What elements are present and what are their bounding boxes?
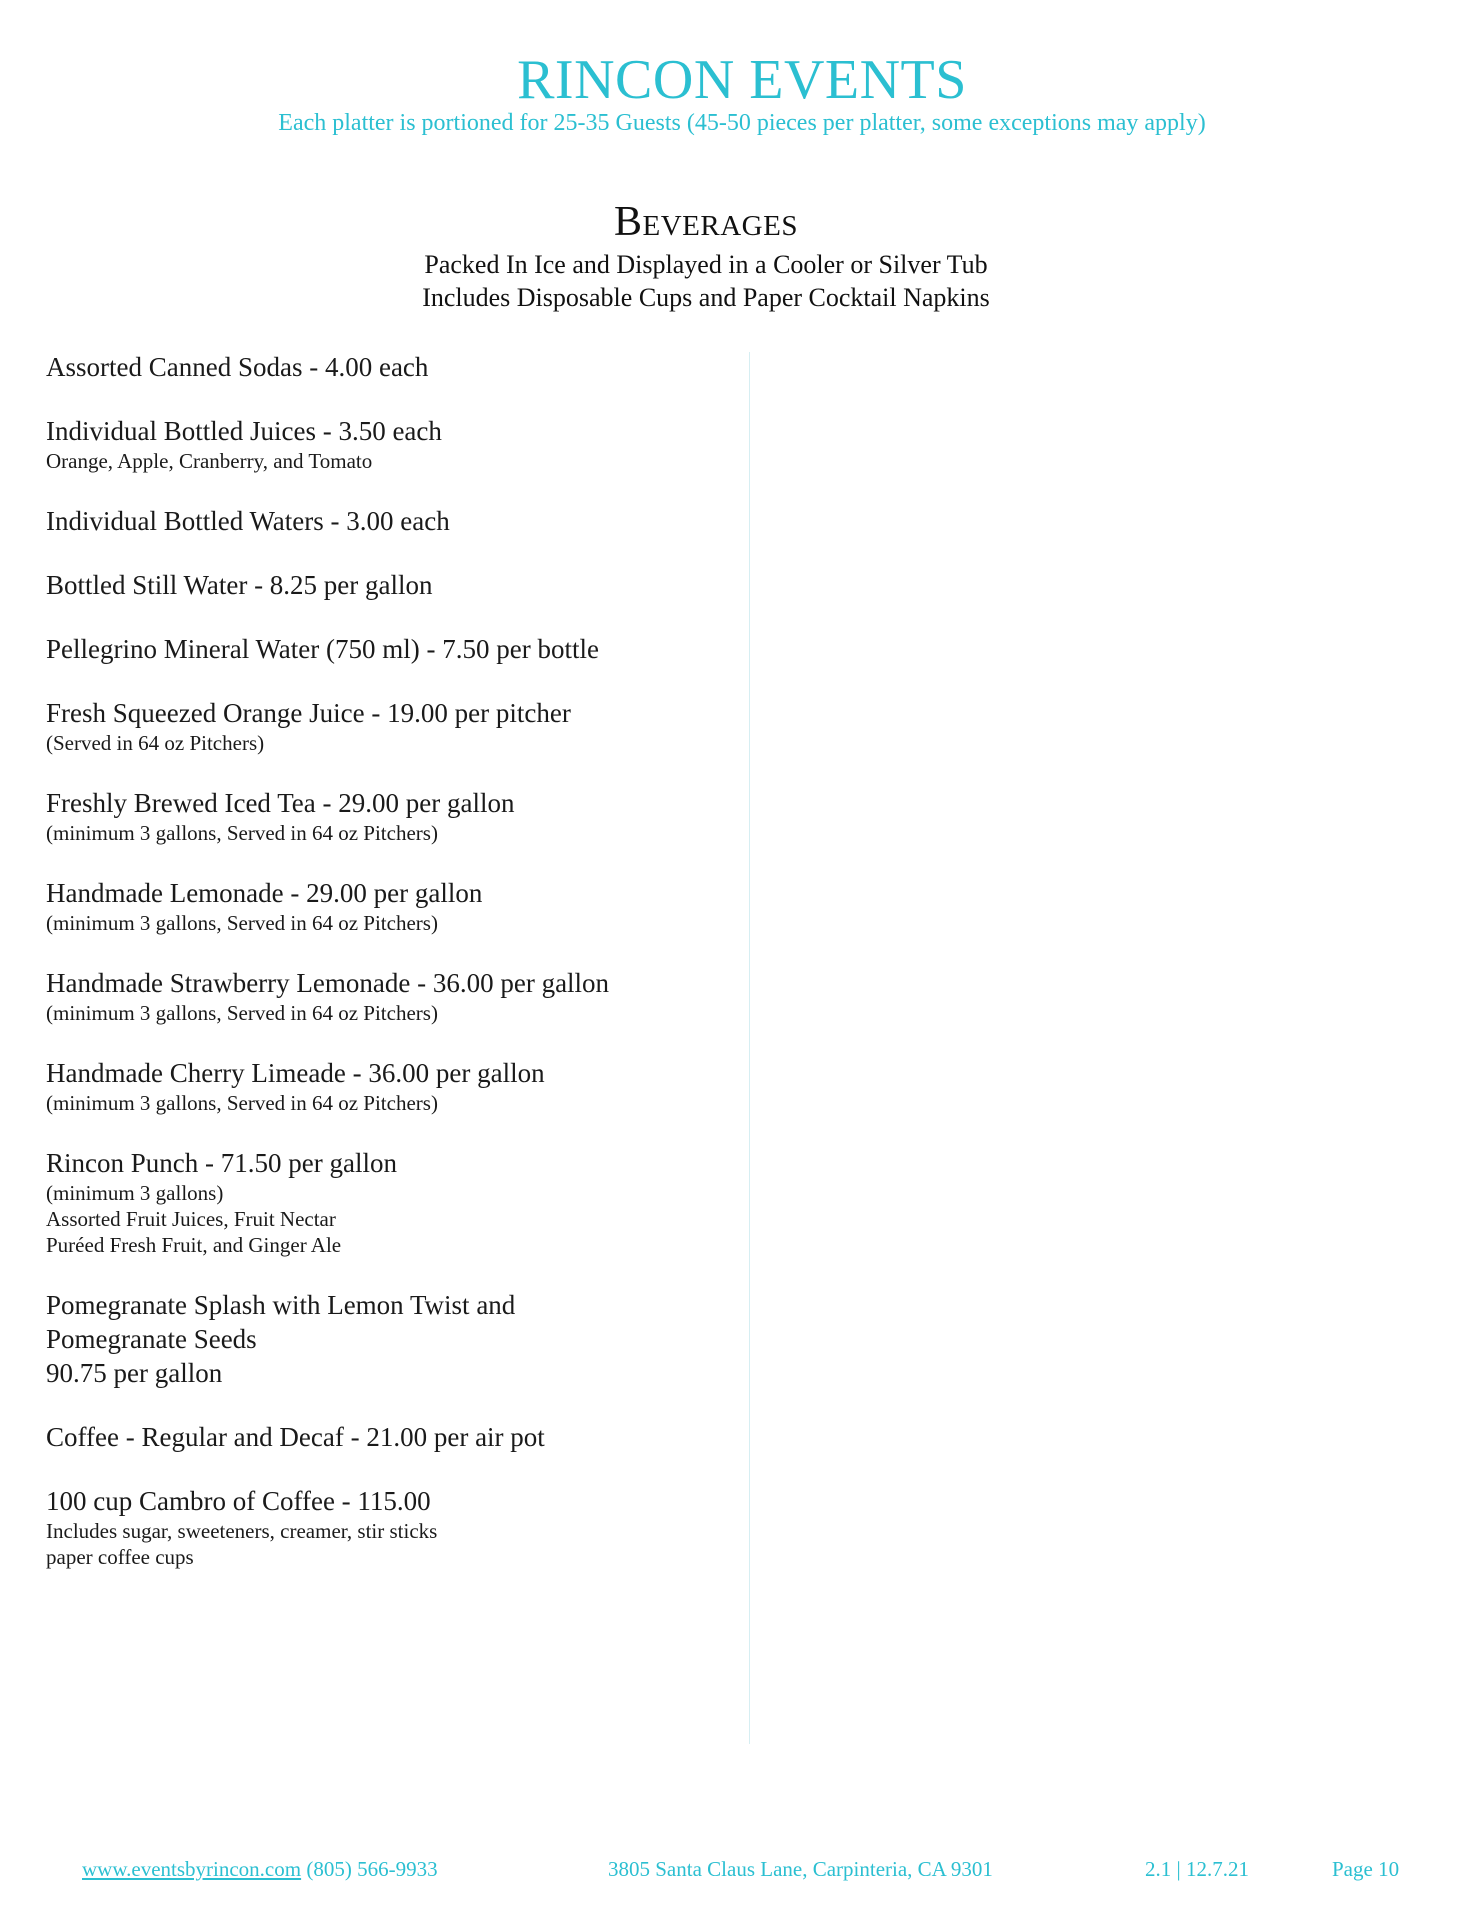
- portion-subtitle: Each platter is portioned for 25-35 Guests (45-50 pieces per platter, some exceptions may apply): [278, 110, 1206, 136]
- beverage-item: [46, 1056, 726, 1116]
- beverage-item-name: Handmade Lemonade - 29.00 per gallon: [46, 878, 483, 908]
- beverage-item-note: (minimum 3 gallons): [46, 1181, 224, 1205]
- beverage-item-note: Puréed Fresh Fruit, and Ginger Ale: [46, 1233, 342, 1257]
- beverage-item-note: (Served in 64 oz Pitchers): [46, 731, 265, 755]
- beverage-item-name: Assorted Canned Sodas - 4.00 each: [46, 352, 429, 382]
- beverage-item-note: (minimum 3 gallons, Served in 64 oz Pitchers): [46, 1091, 438, 1115]
- beverage-item-name: Pomegranate Seeds: [46, 1324, 257, 1354]
- beverage-item: [46, 504, 726, 538]
- beverage-item-name: Individual Bottled Juices - 3.50 each: [46, 416, 442, 446]
- beverage-item-name: Rincon Punch - 71.50 per gallon: [46, 1148, 397, 1178]
- brand-title: RINCON EVENTS: [517, 49, 967, 111]
- beverage-item: [46, 632, 726, 666]
- beverage-item-note: Assorted Fruit Juices, Fruit Nectar: [46, 1207, 336, 1231]
- footer-address: 3805 Santa Claus Lane, Carpinteria, CA 9301: [608, 1857, 993, 1881]
- beverage-item-name: Handmade Strawberry Lemonade - 36.00 per gallon: [46, 968, 610, 998]
- column-divider: [749, 352, 750, 1744]
- beverage-item-name: Freshly Brewed Iced Tea - 29.00 per gallon: [46, 788, 515, 818]
- beverage-item-name: Coffee - Regular and Decaf - 21.00 per air pot: [46, 1422, 545, 1452]
- beverage-item-name: Pellegrino Mineral Water (750 ml) - 7.50 per bottle: [46, 634, 599, 664]
- beverage-item: [46, 1420, 726, 1454]
- beverage-item: [46, 350, 726, 384]
- beverage-list: [46, 350, 726, 1600]
- beverage-item: [46, 568, 726, 602]
- beverage-item-name: Fresh Squeezed Orange Juice - 19.00 per pitcher: [46, 698, 571, 728]
- beverage-item-note: (minimum 3 gallons, Served in 64 oz Pitchers): [46, 1001, 438, 1025]
- beverage-item: [46, 966, 726, 1026]
- beverage-item: [46, 1146, 726, 1258]
- beverage-item: [46, 696, 726, 756]
- beverage-item-name: Individual Bottled Waters - 3.00 each: [46, 506, 450, 536]
- website-link[interactable]: www.eventsbyrincon.com: [82, 1857, 302, 1881]
- section-subtitle-line1: Packed In Ice and Displayed in a Cooler or Silver Tub: [424, 250, 988, 279]
- section-subtitle-line2: Includes Disposable Cups and Paper Cocktail Napkins: [422, 283, 990, 312]
- beverage-item: [46, 414, 726, 474]
- footer-page-number: Page 10: [1332, 1857, 1400, 1881]
- section-title: Beverages: [614, 199, 798, 245]
- beverage-item-note: Orange, Apple, Cranberry, and Tomato: [46, 449, 373, 473]
- beverage-item: [46, 1484, 726, 1570]
- footer-version: 2.1 | 12.7.21: [1145, 1857, 1249, 1881]
- beverage-item: [46, 786, 726, 846]
- beverage-item: [46, 876, 726, 936]
- beverage-item-name: 100 cup Cambro of Coffee - 115.00: [46, 1486, 431, 1516]
- beverage-item-name: 90.75 per gallon: [46, 1358, 223, 1388]
- phone-number: (805) 566-9933: [306, 1857, 438, 1881]
- beverage-item: [46, 1288, 726, 1390]
- beverage-item-note: paper coffee cups: [46, 1545, 194, 1569]
- beverage-item-note: Includes sugar, sweeteners, creamer, stir sticks: [46, 1519, 438, 1543]
- beverage-item-note: (minimum 3 gallons, Served in 64 oz Pitchers): [46, 821, 438, 845]
- beverage-item-name: Bottled Still Water - 8.25 per gallon: [46, 570, 433, 600]
- footer-contact: [82, 1857, 438, 1882]
- beverage-item-name: Handmade Cherry Limeade - 36.00 per gallon: [46, 1058, 545, 1088]
- beverage-item-note: (minimum 3 gallons, Served in 64 oz Pitchers): [46, 911, 438, 935]
- beverage-item-name: Pomegranate Splash with Lemon Twist and: [46, 1290, 516, 1320]
